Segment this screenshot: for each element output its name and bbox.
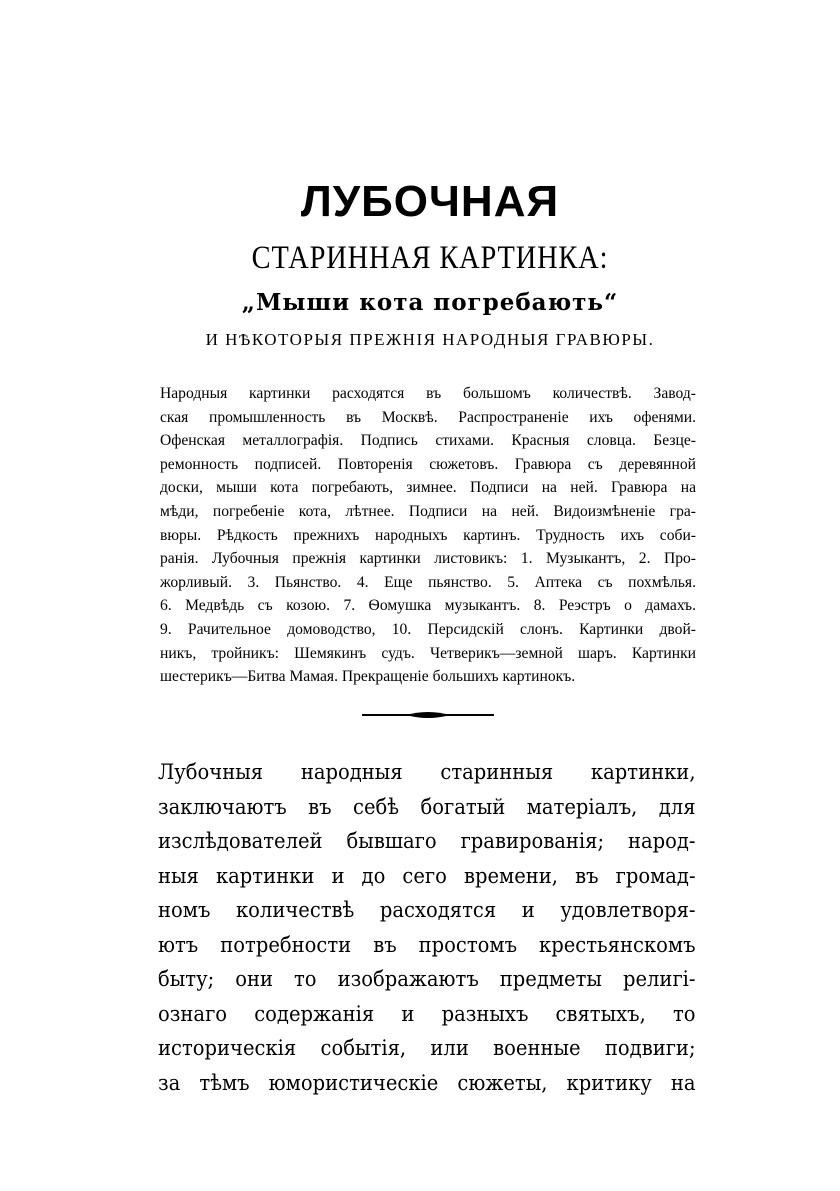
body-line: номъ количествѣ расходятся и удовлетворя-	[158, 898, 696, 922]
summary-line: ская промышленность въ Москвѣ. Распространеніе ихъ офенями.	[160, 408, 696, 426]
page-subtitle: СТАРИННАЯ КАРТИНКА:	[251, 240, 609, 276]
summary-line: Офенская металлографія. Подпись стихами. Красныя словца. Безце-	[160, 432, 696, 450]
body-line: за тѣмъ юмористическіе сюжеты, критику на	[158, 1070, 696, 1095]
summary-line: 9. Рачительное домоводство, 10. Персидскій слонъ. Картинки двой-	[160, 620, 696, 638]
divider-ornament	[362, 708, 494, 722]
summary-line: никъ, тройникъ: Шемякинъ судъ. Четверикъ—земной шаръ. Картинки	[160, 644, 696, 662]
body-line: историческія событія, или военные подвиги;	[158, 1036, 696, 1060]
summary-line: вюры. Рѣдкость прежнихъ народныхъ картинъ. Трудность ихъ соби-	[160, 526, 696, 544]
summary-line: ремонность подписей. Повторенія сюжетовъ. Гравюра съ деревянной	[160, 455, 696, 473]
summary-line: шестерикъ—Битва Мамая. Прекращеніе большихъ картинокъ.	[160, 668, 576, 686]
summary-line: мѣди, погребеніе кота, лѣтнее. Подписи на ней. Видоизмѣненіе гра-	[160, 502, 696, 520]
quoted-title: „Мыши кота погребають“	[241, 289, 619, 316]
body-text	[158, 755, 696, 1100]
page-title: ЛУБОЧНАЯ	[300, 177, 560, 226]
title-caption: И НѢКОТОРЫЯ ПРЕЖНІЯ НАРОДНЫЯ ГРАВЮРЫ.	[205, 330, 655, 349]
body-line: ютъ потребности въ простомъ крестьянскомъ	[158, 932, 696, 957]
summary-line: жорливый. 3. Пьянство. 4. Еще пьянство. 5. Аптека съ похмѣлья.	[160, 573, 696, 591]
body-line: изслѣдователей бывшаго гравированія; народ-	[158, 829, 696, 853]
body-line: Лубочныя народныя старинныя картинки,	[158, 760, 696, 784]
summary-line: доски, мыши кота погребають, зимнее. Подписи на ней. Гравюра на	[160, 479, 696, 497]
body-line: быту; они то изображаютъ предметы религі-	[158, 967, 696, 991]
body-line: заключаютъ въ себѣ богатый матеріалъ, для	[158, 794, 696, 819]
body-line: ныя картинки и до сего времени, въ громад-	[158, 863, 696, 888]
summary-line: Народныя картинки расходятся въ большомъ количествѣ. Завод-	[160, 385, 696, 402]
summary-line: 6. Медвѣдь съ козою. 7. Ѳомушка музыкантъ. 8. Реэстръ о дамахъ.	[160, 597, 696, 615]
body-line: ознаго содержанія и разныхъ святыхъ, то	[158, 1001, 696, 1026]
chapter-summary	[160, 382, 696, 689]
summary-line: ранія. Лубочныя прежнія картинки листовикъ: 1. Музыкантъ, 2. Про-	[160, 550, 696, 568]
